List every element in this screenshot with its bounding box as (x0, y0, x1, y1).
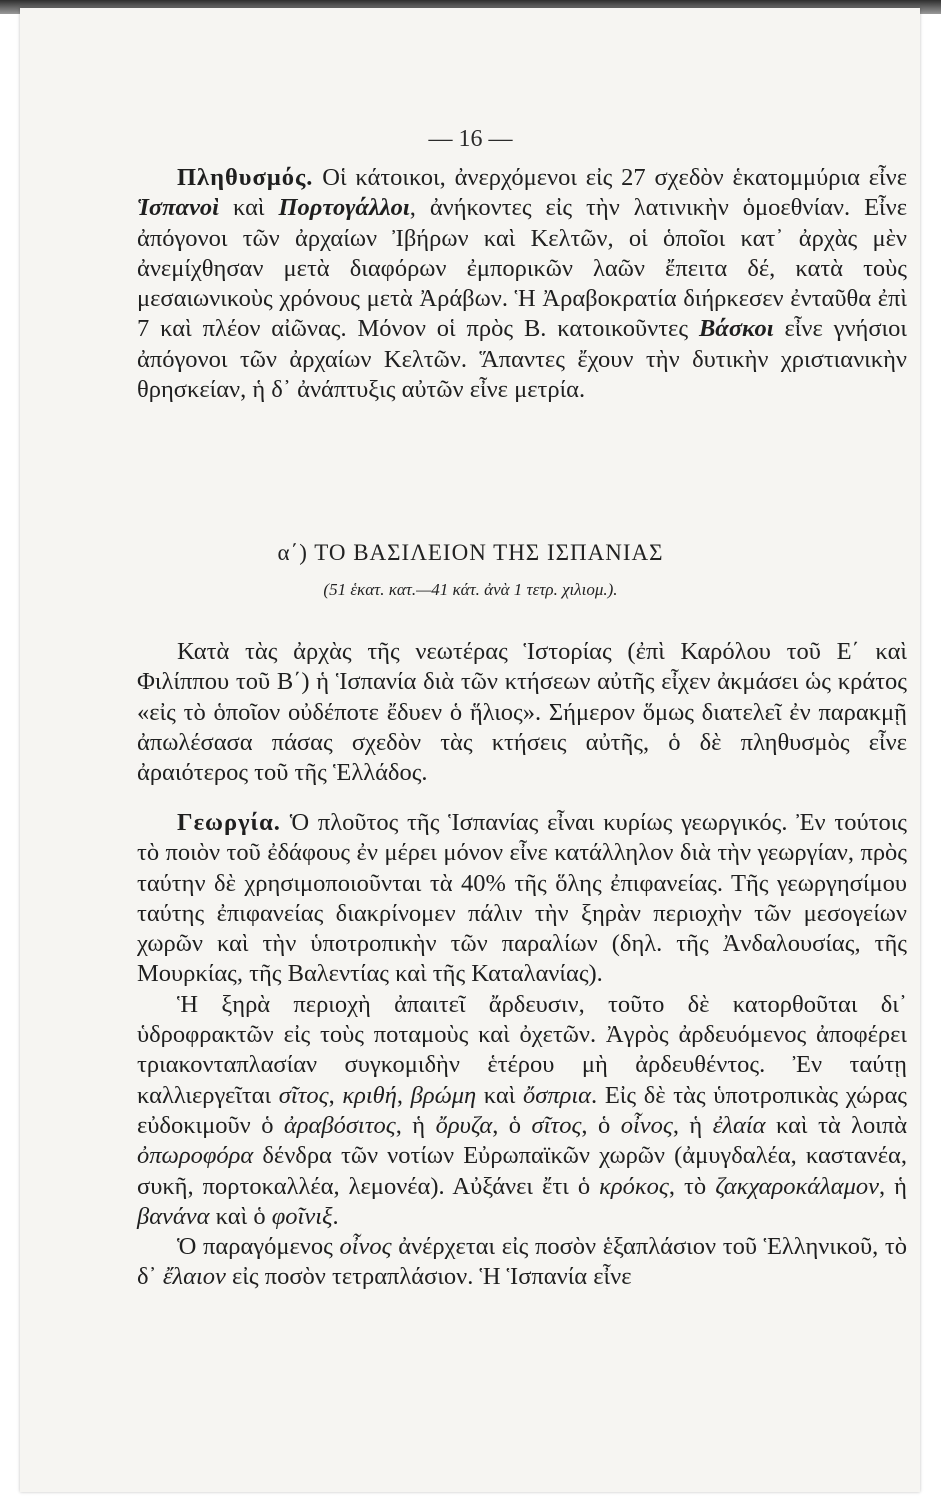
crop-term: οἶνος (620, 1111, 673, 1139)
term-basques: Βάσκοι (698, 315, 774, 343)
crop-term: βανάνα (137, 1202, 210, 1230)
crop-term: ἀραβόσιτος (283, 1111, 396, 1139)
text-run: καὶ ὁ (209, 1202, 272, 1230)
text-run: , ὁ (581, 1111, 621, 1139)
crop-term: ἐλαία (712, 1111, 766, 1139)
text-run: . (332, 1202, 339, 1230)
agriculture-paragraph-1 (137, 808, 907, 990)
term-portuguese: Πορτογάλλοι (278, 194, 410, 222)
term-spanish: Ἱσπανοὶ (137, 194, 219, 222)
text-run: εἶνε γνήσιοι ἀπόγονοι τῶν ἀρχαίων Κελτῶν. Ἅπαντες ἔχουν τὴν δυτικὴν χριστιανικὴν θρησκείαν, ἡ δ᾽ ἀνάπτυξις αὐτῶν εἶνε μετρία. (137, 315, 907, 404)
crop-term: φοῖνιξ (271, 1202, 333, 1230)
agriculture-paragraph-3 (137, 1232, 907, 1293)
crop-term: ὄσπρια (523, 1081, 592, 1109)
crop-term: κρόκος (599, 1172, 669, 1200)
page-number: — 16 — (428, 126, 513, 152)
text-run: καὶ (219, 194, 279, 222)
text-run: Οἱ κάτοικοι, ἀνερχόμενοι εἰς 27 σχεδὸν ἑκατομμύρια εἶνε (313, 164, 907, 191)
text-run: καὶ τὰ λοιπὰ (765, 1111, 908, 1139)
text-run: , ὁ (492, 1111, 532, 1139)
text-run: εἰς ποσὸν τετραπλάσιον. Ἡ Ἱσπανία εἶνε (225, 1263, 632, 1291)
population-section (137, 163, 907, 405)
crop-term: σῖτος (278, 1081, 329, 1109)
population-paragraph (137, 163, 907, 405)
section-subtitle: (51 ἑκατ. κατ.—41 κάτ. ἀνὰ 1 τετρ. χιλιομ.). (323, 580, 618, 599)
text-run: , τὸ (668, 1172, 716, 1200)
text-run: , (328, 1081, 343, 1109)
text-run: . Εἰς δὲ τὰς ὑποτροπικὰς χώρας εὐδοκιμοῦν ὁ (137, 1081, 907, 1139)
history-section (137, 637, 907, 788)
text-run: Ὁ παραγόμενος (177, 1233, 340, 1261)
agriculture-section (137, 808, 907, 1293)
text-run: , (396, 1081, 411, 1109)
history-paragraph: Κατὰ τὰς ἀρχὰς τῆς νεωτέρας Ἱστορίας (ἐπὶ Καρόλου τοῦ Ε΄ καὶ Φιλίππου τοῦ Β΄) ἡ Ἱσπανία διὰ τῶν κτήσεων αὐτῆς εἶχεν ἀκμάσει ὡς κράτος «εἰς τὸ ὁποῖον οὐδέποτε ἔδυεν ὁ ἥλιος». Σήμερον ὅμως διατελεῖ ἐν παρακμῇ ἀπωλέσασα πάσας σχεδὸν τὰς κτήσεις αὐτῆς, ὁ δὲ πληθυσμὸς εἶνε ἀραιότερος τοῦ τῆς Ἑλλάδος. (137, 638, 907, 787)
section-title: α΄) ΤΟ ΒΑΣΙΛΕΙΟΝ ΤΗΣ ΙΣΠΑΝΙΑΣ (277, 540, 664, 565)
crop-term: ὀπωροφόρα (137, 1142, 254, 1170)
text-run: , ἡ (879, 1172, 907, 1200)
crop-term: βρώμη (410, 1081, 477, 1109)
text-run: δένδρα τῶν νοτίων Εὐρωπαϊκῶν χωρῶν (ἀμυγδαλέα, καστανέα, συκῆ, πορτοκαλλέα, λεμονέα). Αὐξάνει ἔτι ὁ (137, 1142, 907, 1200)
crop-term: κριθή (342, 1081, 397, 1109)
crop-term: ζακχαροκάλαμον (715, 1172, 879, 1200)
text-run: Ἡ ξηρὰ περιοχὴ ἀπαιτεῖ ἄρδευσιν, τοῦτο δὲ κατορθοῦται δι᾽ ὑδροφρακτῶν εἰς τοὺς ποταμοὺς καὶ ὀχετῶν. Ἀγρὸς ἀρδευόμενος ἀποφέρει τριακονταπλασίαν συγκομιδὴν ἑτέρου μὴ ἀρδευθέντος. Ἐν ταύτῃ καλλιεργεῖται (137, 990, 907, 1109)
text-run: Ὁ πλοῦτος τῆς Ἱσπανίας εἶναι κυρίως γεωργικός. Ἐν τούτοις τὸ ποιὸν τοῦ ἐδάφους ἐν μέρει μόνον εἶνε κατάλληλον διὰ τὴν γεωργίαν, πρὸς ταύτην δὲ χρησιμοποιοῦνται τὰ 40% τῆς ὅλης ἐπιφανείας. Τῆς γεωργησίμου ταύτης ἐπιφανείας διακρίνομεν πάλιν τὴν ξηρὰν περιοχὴν τῶν μεσογείων χωρῶν καὶ τὴν ὑποτροπικὴν τῶν παραλίων (δηλ. τῆς Ἀνδαλουσίας, τῆς Μουρκίας, τῆς Βαλεντίας καὶ τῆς Καταλανίας). (137, 809, 907, 988)
text-run: , ἡ (395, 1111, 436, 1139)
crop-term: ἔλαιον (162, 1263, 226, 1291)
agriculture-heading: Γεωργία. (177, 809, 281, 836)
text-run: καὶ (476, 1081, 523, 1109)
text-run: , ἡ (672, 1111, 713, 1139)
crop-term: οἶνος (339, 1233, 392, 1261)
text-run: ἀνέρχεται εἰς ποσὸν ἑξαπλάσιον τοῦ Ἑλληνικοῦ, τὸ δ᾽ (137, 1233, 907, 1291)
agriculture-paragraph-2 (137, 990, 907, 1232)
population-heading: Πληθυσμός. (177, 164, 314, 191)
text-run: , ἀνήκοντες εἰς τὴν λατινικὴν ὁμοεθνίαν. Εἶνε ἀπόγονοι τῶν ἀρχαίων Ἰβήρων καὶ Κελτῶν, οἱ ὁποῖοι κατ᾽ ἀρχὰς μὲν ἀνεμίχθησαν μετὰ διαφόρων ἐμπορικῶν λαῶν ἔπειτα δέ, κατὰ τοὺς μεσαιωνικοὺς χρόνους μετὰ Ἀράβων. Ἡ Ἀραβοκρατία διήρκεσεν ἐνταῦθα ἐπὶ 7 καὶ πλέον αἰῶνας. Μόνον οἱ πρὸς Β. κατοικοῦντες (137, 194, 907, 343)
crop-term: σῖτος (531, 1111, 582, 1139)
crop-term: ὄρυζα (435, 1111, 493, 1139)
